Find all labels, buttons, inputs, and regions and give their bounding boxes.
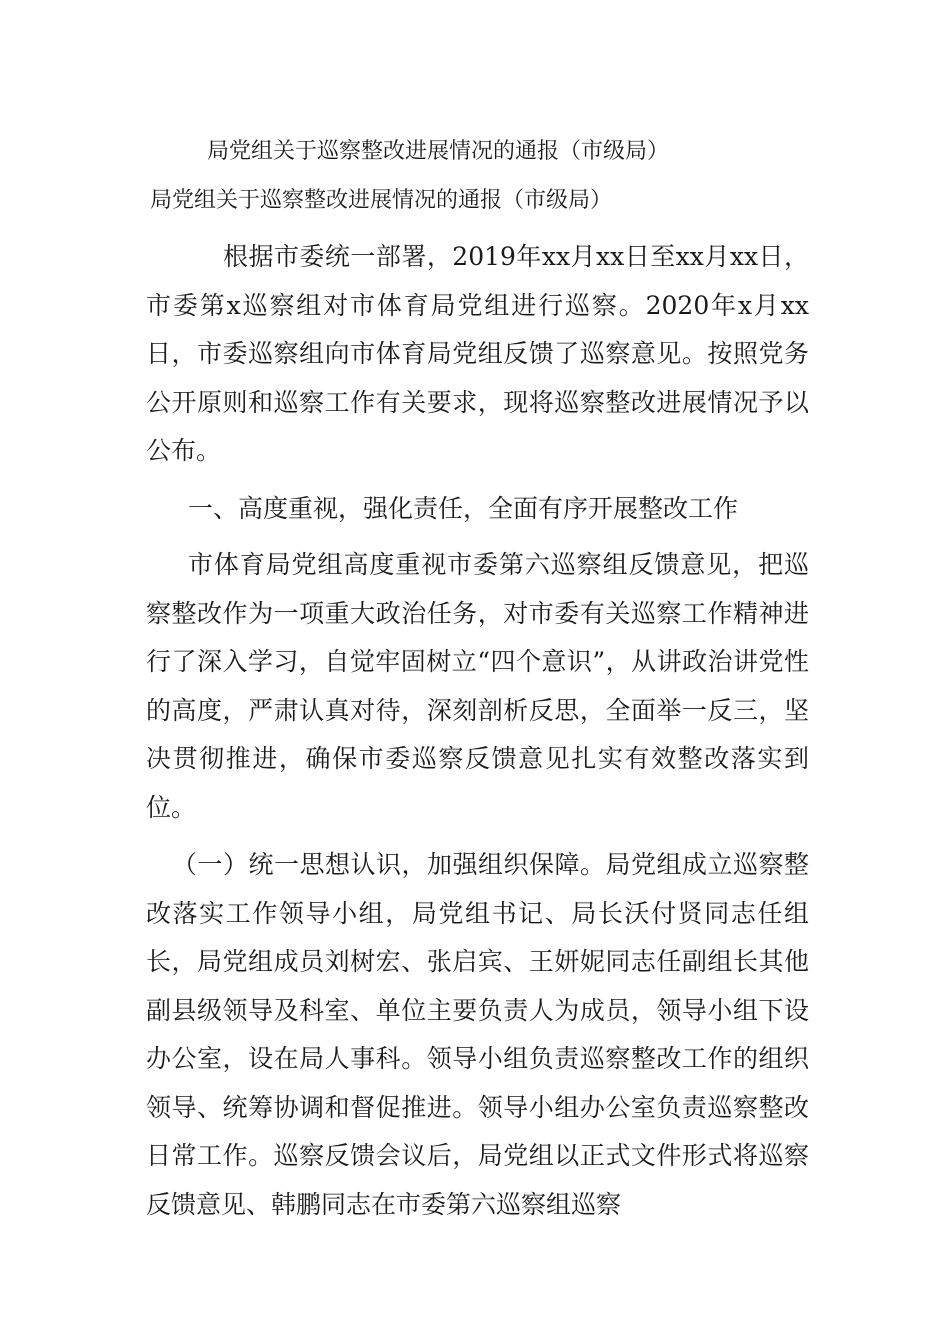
paragraph-intro: 根据市委统一部署，2019年xx月xx日至xx月xx日，市委第x巡察组对市体育局党组进行巡察。2020年x月xx日，市委巡察组向市体育局党组反馈了巡察意见。按照党务公开原则和巡察工作有关要求，现将巡察整改进展情况予以公布。 bbox=[146, 242, 809, 465]
section-heading-one: 一、高度重视，强化责任，全面有序开展整改工作 bbox=[188, 493, 739, 523]
paragraph-subsection-one: （一）统一思想认识，加强组织保障。局党组成立巡察整改落实工作领导小组，局党组书记、局长沃付贤同志任组长，局党组成员刘树宏、张启宾、王妍妮同志任副组长其他副县级领导及科室、单位主要负责人为成员，领导小组下设办公室，设在局人事科。领导小组负责巡察整改工作的组织领导、统筹协调和督促推进。领导小组办公室负责巡察整改日常工作。巡察反馈会议后，局党组以正式文件形式将巡察反馈意见、韩鹏同志在市委第六巡察组巡察 bbox=[146, 850, 809, 1219]
document-body bbox=[146, 233, 809, 1229]
document-title: 局党组关于巡察整改进展情况的通报（市级局） bbox=[207, 139, 670, 164]
document-subtitle: 局党组关于巡察整改进展情况的通报（市级局） bbox=[150, 188, 613, 213]
paragraph-section-one: 市体育局党组高度重视市委第六巡察组反馈意见，把巡察整改作为一项重大政治任务，对市委有关巡察工作精神进行了深入学习，自觉牢固树立“四个意识”，从讲政治讲党性的高度，严肃认真对待，深刻剖析反思，全面举一反三，坚决贯彻推进，确保市委巡察反馈意见扎实有效整改落实到位。 bbox=[146, 550, 809, 822]
